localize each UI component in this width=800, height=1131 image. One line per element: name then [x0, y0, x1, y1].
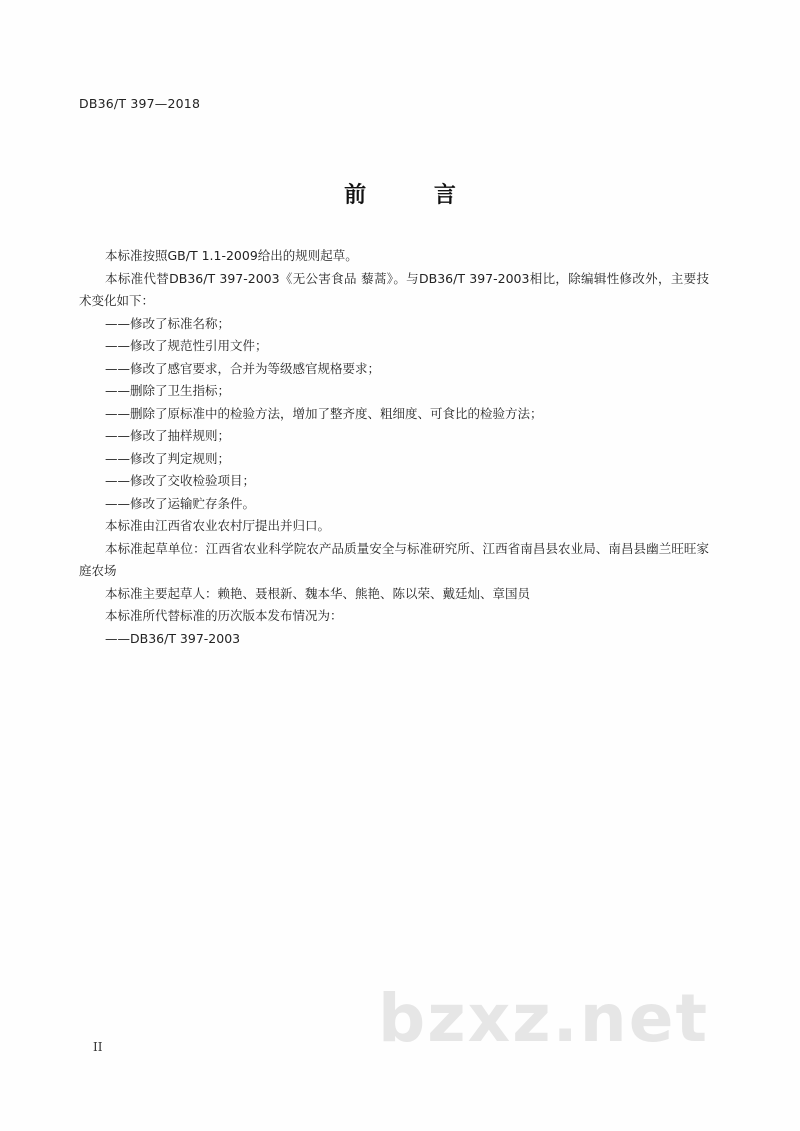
list-item: ——修改了运输贮存条件。 — [105, 495, 256, 511]
version-list — [79, 628, 709, 651]
page-number: II — [93, 1040, 103, 1054]
paragraph-version-history: 本标准所代替标准的历次版本发布情况为： — [105, 608, 343, 623]
list-item: ——修改了抽样规则； — [105, 428, 231, 443]
paragraph-drafting-rules: 本标准按照GB/T 1.1-2009给出的规则起草。 — [105, 248, 358, 263]
document-number: DB36/T 397—2018 — [79, 96, 201, 111]
list-item: ——DB36/T 397-2003 — [105, 630, 241, 646]
list-item: ——修改了交收检验项目； — [105, 473, 256, 488]
list-item: ——删除了卫生指标； — [105, 383, 231, 398]
list-item: ——修改了规范性引用文件； — [105, 338, 268, 353]
page-title: 前 言 — [344, 183, 486, 208]
paragraph-proposer: 本标准由江西省农业农村厅提出并归口。 — [105, 518, 331, 533]
paragraph-drafting-units: 本标准起草单位：江西省农业科学院农产品质量安全与标准研究所、江西省南昌县农业局、南昌县幽兰旺旺家庭农场 — [79, 540, 709, 578]
list-item: ——修改了标准名称； — [105, 315, 231, 331]
list-item: ——修改了判定规则； — [105, 450, 231, 466]
list-item: ——修改了感官要求，合并为等级感官规格要求； — [105, 360, 381, 376]
changes-list — [79, 313, 709, 516]
watermark-text: bzxz.net — [378, 980, 710, 1057]
paragraph-replacement: 本标准代替DB36/T 397-2003《无公害食品 藜蒿》。与DB36/T 397-2003相比，除编辑性修改外，主要技术变化如下： — [79, 270, 709, 308]
paragraph-drafters: 本标准主要起草人：赖艳、聂根新、魏本华、熊艳、陈以荣、戴廷灿、章国员 — [105, 585, 531, 601]
foreword-body — [79, 245, 709, 650]
list-item: ——删除了原标准中的检验方法，增加了整齐度、粗细度、可食比的检验方法； — [105, 405, 543, 421]
